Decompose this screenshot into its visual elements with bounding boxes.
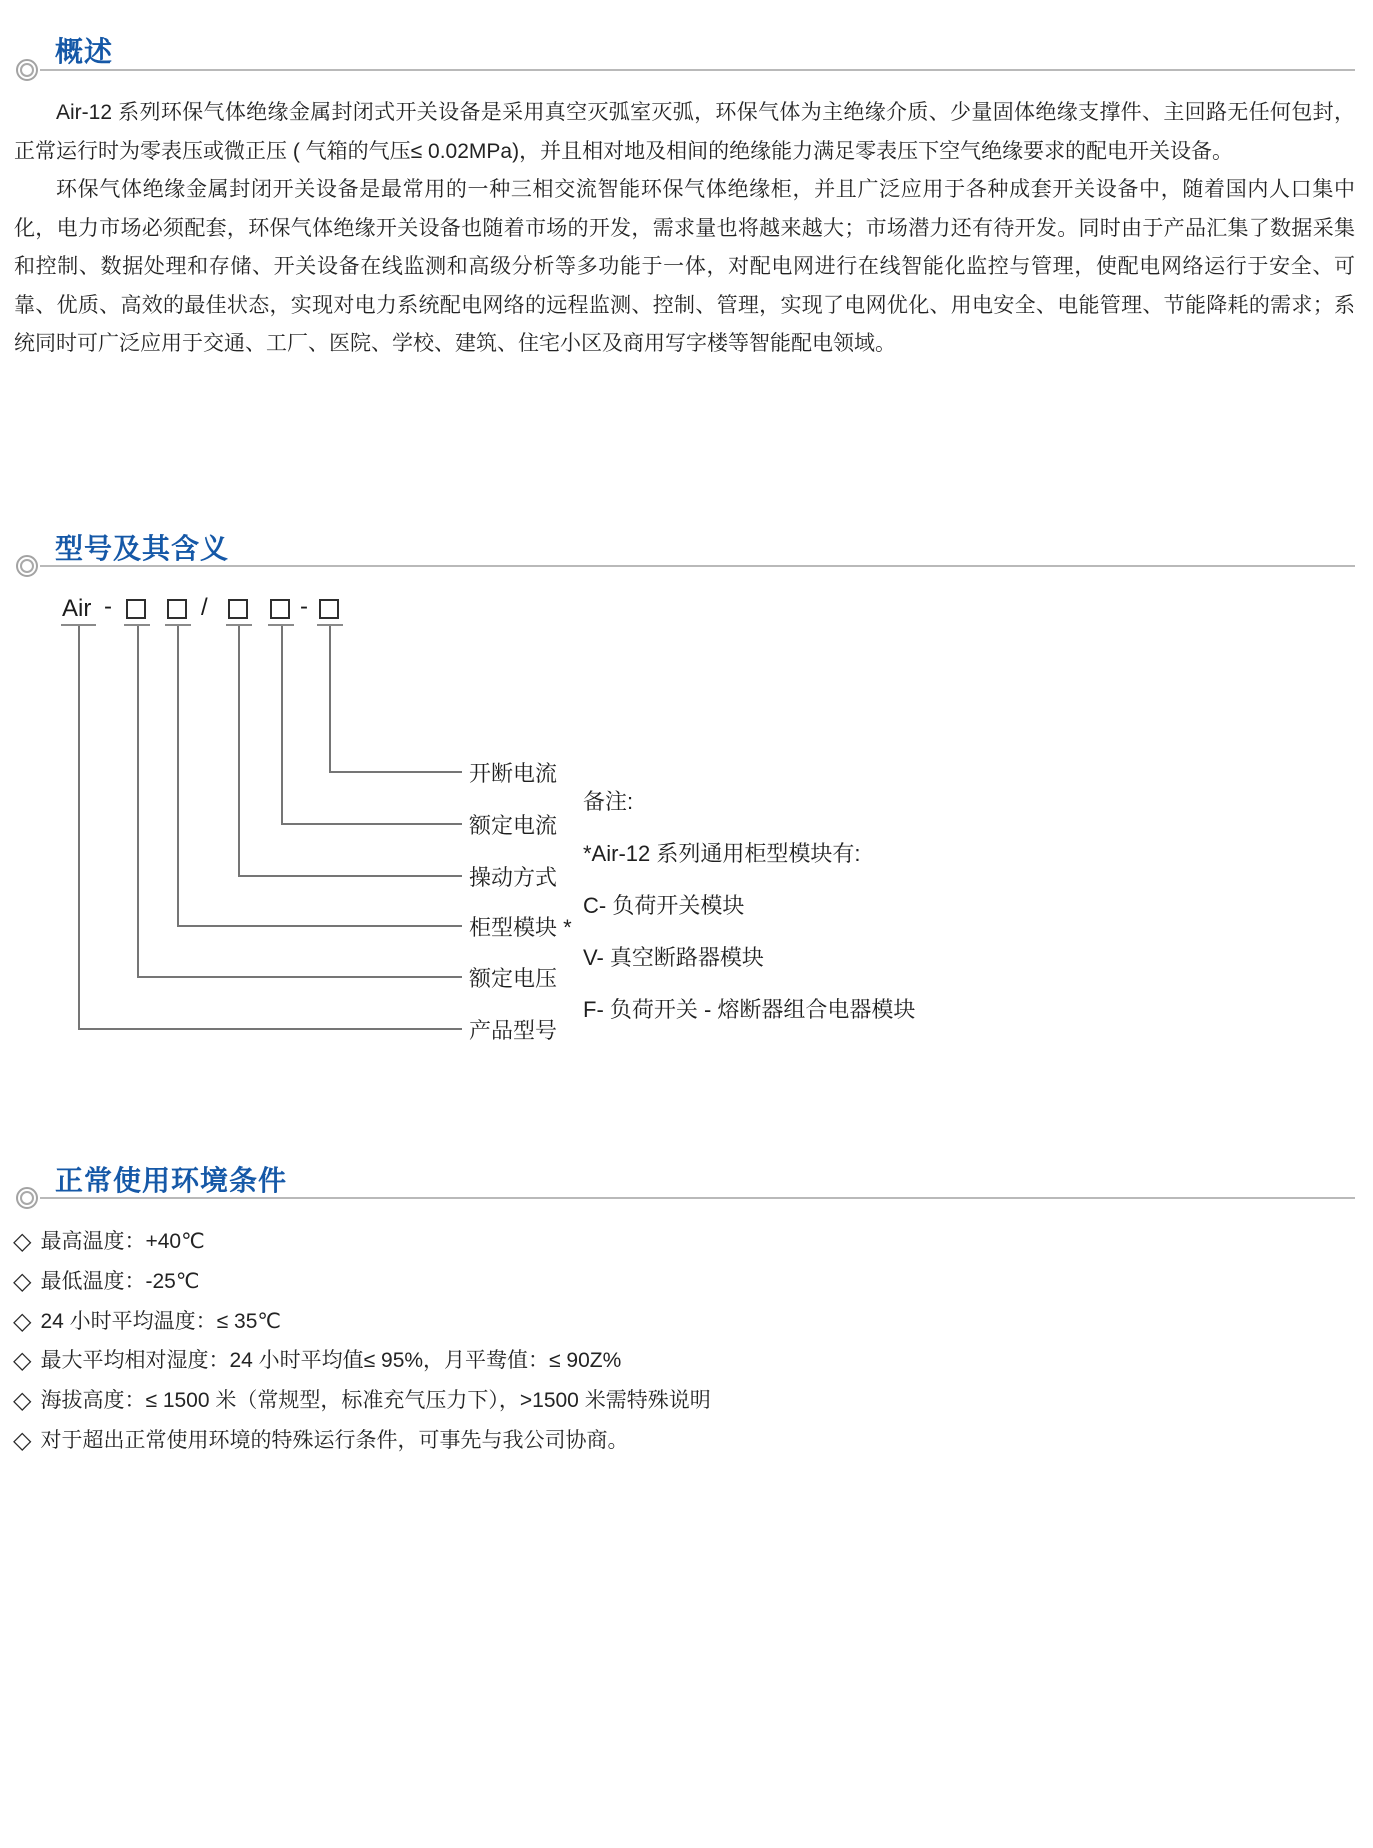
- model-dash: -: [104, 593, 112, 620]
- model-dash: -: [300, 593, 308, 620]
- remark-line: *Air-12 系列通用柜型模块有:: [583, 841, 861, 866]
- condition-text: 对于超出正常使用环境的特殊运行条件，可事先与我公司协商。: [40, 1428, 629, 1452]
- diamond-bullet-icon: ◇: [13, 1387, 32, 1415]
- model-code-box: [270, 599, 290, 619]
- remark-line: V- 真空断路器模块: [583, 945, 764, 970]
- list-item: [13, 1421, 1363, 1461]
- diagram-label-breaking-current: 开断电流: [469, 761, 558, 786]
- remark-line: 备注:: [583, 789, 634, 814]
- section-divider: [40, 69, 1355, 71]
- section-title-conditions: 正常使用环境条件: [55, 1165, 288, 1196]
- list-item: [13, 1262, 1363, 1302]
- list-item: [13, 1302, 1363, 1342]
- conditions-list: [13, 1222, 1363, 1461]
- condition-text: 海拔高度：≤ 1500 米（常规型，标准充气压力下），>1500 米需特殊说明: [40, 1389, 711, 1413]
- diagram-label-cabinet-module: 柜型模块 *: [469, 915, 572, 940]
- remark-line: F- 负荷开关 - 熔断器组合电器模块: [583, 997, 916, 1022]
- diamond-bullet-icon: ◇: [13, 1426, 32, 1454]
- section-marker-icon: [16, 59, 38, 81]
- model-code-box: [167, 599, 187, 619]
- overview-paragraph: 环保气体绝缘金属封闭开关设备是最常用的一种三相交流智能环保气体绝缘柜，并且广泛应用于各种成套开关设备中，随着国内人口集中化，电力市场必须配套，环保气体绝缘开关设备也随着市场的开发，需求量也将越来越大；市场潜力还有待开发。同时由于产品汇集了数据采集和控制、数据处理和存储、开关设备在线监测和高级分析等多功能于一体，对配电网进行在线智能化监控与管理，使配电网络运行于安全、可靠、优质、高效的最佳状态，实现对电力系统配电网络的远程监测、控制、管理，实现了电网优化、用电安全、电能管理、节能降耗的需求；系统同时可广泛应用于交通、工厂、医院、学校、建筑、住宅小区及商用写字楼等智能配电领域。: [14, 178, 1355, 355]
- model-code-box: [319, 599, 339, 619]
- diagram-label-product-model: 产品型号: [469, 1018, 558, 1043]
- diagram-label-rated-current: 额定电流: [469, 813, 558, 838]
- overview-body: [14, 94, 1355, 364]
- model-slash: /: [201, 594, 208, 621]
- condition-text: 最大平均相对湿度：24 小时平均值≤ 95%，月平鸯值：≤ 90Z%: [40, 1349, 622, 1373]
- section-title-overview: 概述: [55, 36, 114, 67]
- model-code-box: [228, 599, 248, 619]
- model-prefix: Air: [62, 595, 92, 622]
- list-item: [13, 1341, 1363, 1381]
- diamond-bullet-icon: ◇: [13, 1228, 32, 1255]
- list-item: [13, 1381, 1363, 1421]
- diamond-bullet-icon: ◇: [13, 1307, 32, 1335]
- overview-paragraph: Air-12 系列环保气体绝缘金属封闭式开关设备是采用真空灭弧室灭弧，环保气体为主绝缘介质、少量固体绝缘支撑件、主回路无任何包封，正常运行时为零表压或微正压 ( 气箱的气压≤ 0.02MPa)，并且相对地及相间的绝缘能力满足零表压下空气绝缘要求的配电开关设备。: [14, 101, 1355, 163]
- condition-text: 最高温度：+40℃: [40, 1230, 205, 1253]
- section-divider: [40, 1197, 1355, 1199]
- section-divider: [40, 565, 1355, 567]
- diamond-bullet-icon: ◇: [13, 1267, 32, 1295]
- model-code-box: [126, 599, 146, 619]
- condition-text: 最低温度：-25℃: [40, 1269, 200, 1293]
- remark-line: C- 负荷开关模块: [583, 893, 745, 918]
- connector-line: [78, 626, 462, 1030]
- section-marker-icon: [16, 555, 38, 577]
- list-item: [13, 1222, 1363, 1262]
- section-marker-icon: [16, 1187, 38, 1209]
- condition-text: 24 小时平均温度：≤ 35℃: [40, 1309, 281, 1333]
- diagram-label-rated-voltage: 额定电压: [469, 966, 558, 991]
- model-remarks: [583, 788, 915, 1024]
- section-title-model: 型号及其含义: [55, 533, 230, 564]
- diagram-label-operating-mode: 操动方式: [469, 865, 558, 890]
- diamond-bullet-icon: ◇: [13, 1347, 32, 1375]
